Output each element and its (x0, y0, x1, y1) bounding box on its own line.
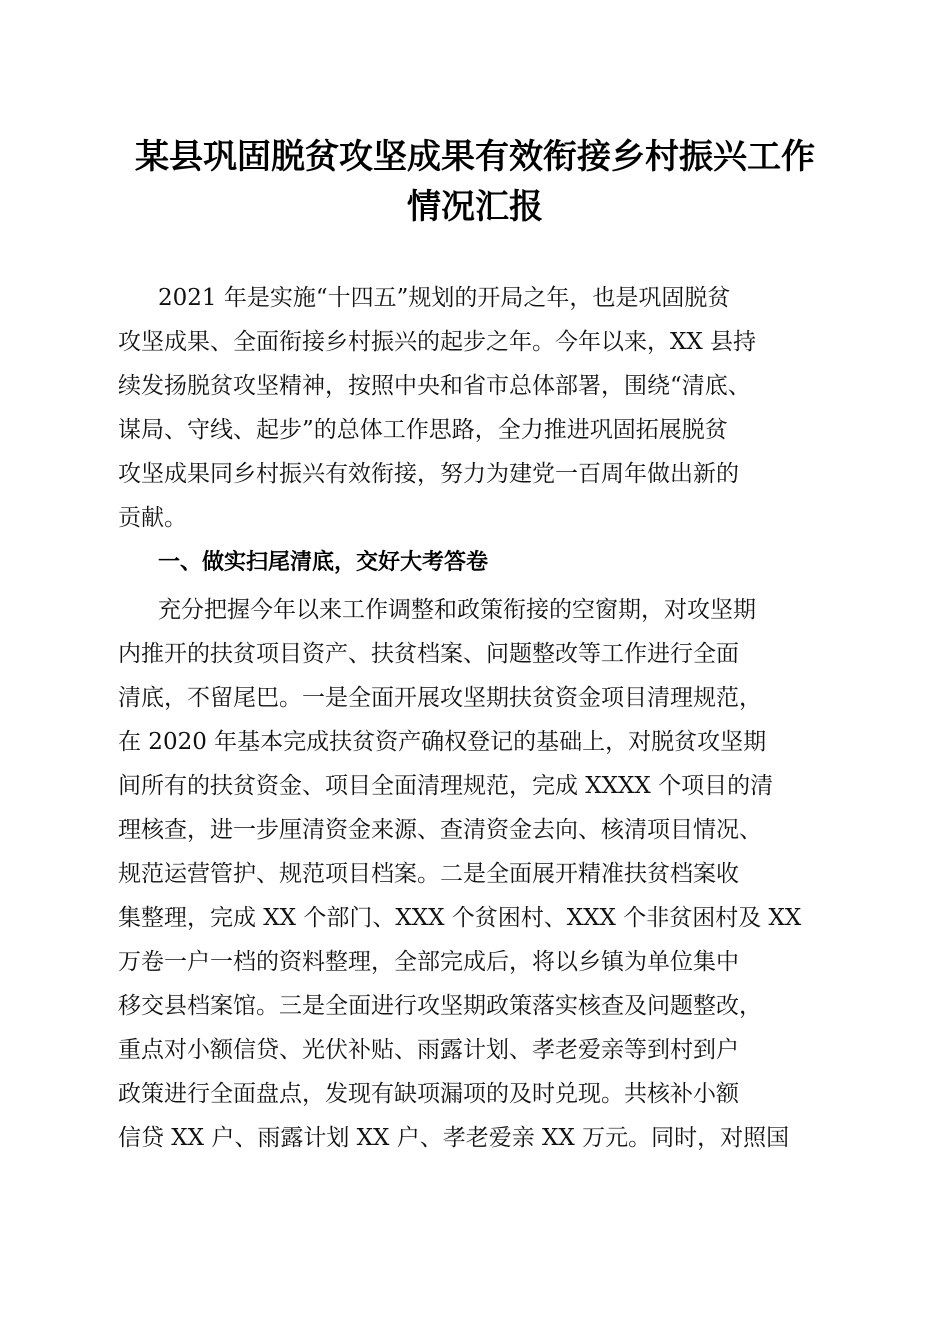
section-1-line: 内推开的扶贫项目资产、扶贫档案、问题整改等工作进行全面 (118, 641, 739, 667)
section-1-line: 重点对小额信贷、光伏补贴、雨露计划、孝老爱亲等到村到户 (118, 1037, 739, 1063)
section-1-line: 在 2020 年基本完成扶贫资产确权登记的基础上，对脱贫攻坚期 (118, 729, 767, 755)
section-1-line: 理核查，进一步厘清资金来源、查清资金去向、核清项目情况、 (118, 817, 762, 843)
section-1-line: 移交县档案馆。三是全面进行攻坚期政策落实核查及问题整改， (118, 993, 762, 1019)
document-title-line-2: 情况汇报 (407, 187, 543, 227)
section-1-line: 集整理，完成 XX 个部门、XXX 个贫困村、XXX 个非贫困村及 XX (118, 905, 802, 931)
intro-line: 贡献。 (118, 505, 187, 531)
document-title-line-1: 某县巩固脱贫攻坚成果有效衔接乡村振兴工作 (135, 137, 815, 177)
section-1-line: 规范运营管护、规范项目档案。二是全面展开精准扶贫档案收 (118, 861, 739, 887)
section-1-heading: 一、做实扫尾清底，交好大考答卷 (158, 550, 489, 575)
section-1-line: 间所有的扶贫资金、项目全面清理规范，完成 XXXX 个项目的清 (118, 773, 774, 799)
section-1-line: 信贷 XX 户、雨露计划 XX 户、孝老爱亲 XX 万元。同时，对照国 (118, 1125, 790, 1151)
section-1-line: 充分把握今年以来工作调整和政策衔接的空窗期，对攻坚期 (158, 597, 756, 623)
section-1-line: 清底，不留尾巴。一是全面开展攻坚期扶贫资金项目清理规范， (118, 685, 762, 711)
intro-line: 攻坚成果、全面衔接乡村振兴的起步之年。今年以来，XX 县持 (118, 329, 757, 355)
intro-line: 谋局、守线、起步”的总体工作思路，全力推进巩固拓展脱贫 (118, 417, 728, 443)
section-1-line: 政策进行全面盘点，发现有缺项漏项的及时兑现。共核补小额 (118, 1081, 739, 1107)
intro-line: 2021 年是实施“十四五”规划的开局之年，也是巩固脱贫 (158, 285, 731, 311)
intro-line: 续发扬脱贫攻坚精神，按照中央和省市总体部署，围绕“清底、 (118, 373, 751, 399)
intro-line: 攻坚成果同乡村振兴有效衔接，努力为建党一百周年做出新的 (118, 461, 739, 487)
section-1-line: 万卷一户一档的资料整理，全部完成后，将以乡镇为单位集中 (118, 949, 739, 975)
